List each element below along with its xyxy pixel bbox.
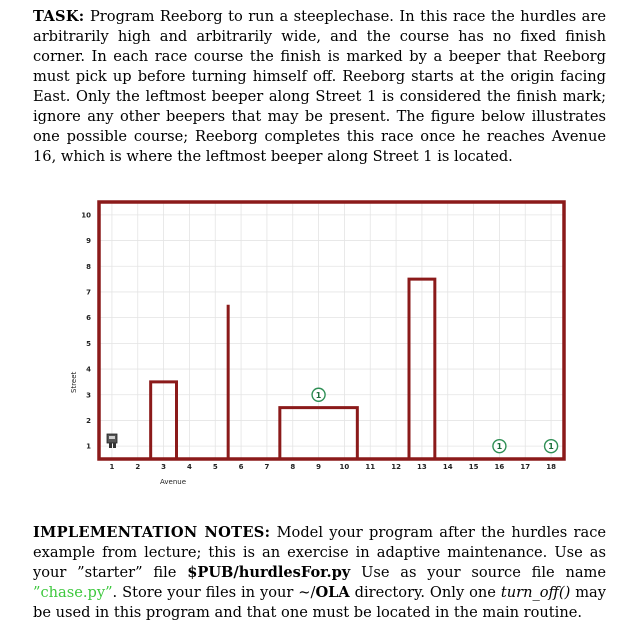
avenue-tick-labels [109, 463, 556, 471]
reeborg-world-figure [60, 197, 570, 497]
impl-text-2: Use as your source file name [361, 564, 607, 581]
impl-text-4: directory. Only one [354, 584, 496, 601]
avenue-axis-label: Avenue [160, 478, 187, 486]
task-lead: TASK: [33, 8, 85, 25]
avenue-tick-label: 6 [238, 463, 244, 471]
avenue-tick-label: 7 [264, 463, 270, 471]
avenue-tick-label: 11 [365, 463, 376, 471]
street-tick-label: 7 [86, 288, 91, 297]
street-tick-label: 5 [86, 339, 91, 348]
street-tick-label: 9 [86, 237, 91, 246]
street-tick-labels [81, 211, 91, 450]
impl-text-5: may be used in this program and that one must be located in the main routine. [33, 584, 606, 621]
world-grid [99, 202, 564, 459]
impl-text-1: Model your program after the hurdles race example from lecture; this is an exercise in adaptive maintenance. Use as your ”starter” file [33, 524, 607, 581]
beeper-count: 1 [548, 442, 554, 452]
avenue-tick-label: 17 [520, 463, 531, 471]
avenue-tick-label: 10 [339, 463, 350, 471]
avenue-tick-label: 2 [135, 463, 141, 471]
beeper-count: 1 [315, 390, 322, 400]
ola-directory: OLA [315, 584, 350, 601]
street-tick-label: 10 [81, 211, 91, 220]
avenue-tick-label: 12 [391, 463, 401, 471]
impl-lead: IMPLEMENTATION NOTES: [33, 524, 271, 541]
avenue-tick-label: 5 [212, 463, 218, 471]
street-tick-label: 6 [86, 314, 91, 323]
starter-file: $PUB/hurdlesFor.py [187, 564, 351, 581]
avenue-tick-label: 8 [290, 463, 296, 471]
street-tick-label: 8 [86, 262, 91, 271]
street-axis-label: Street [70, 371, 78, 393]
avenue-tick-label: 15 [468, 463, 479, 471]
street-tick-label: 4 [86, 365, 91, 374]
beeper-count: 1 [496, 442, 503, 452]
avenue-tick-label: 3 [161, 463, 167, 471]
street-tick-label: 2 [86, 416, 91, 425]
avenue-tick-label: 9 [316, 463, 322, 471]
task-paragraph [33, 7, 606, 167]
street-tick-label: 1 [86, 442, 91, 451]
source-file-name: ”chase.py” [33, 584, 113, 601]
avenue-tick-label: 1 [109, 463, 115, 471]
avenue-tick-label: 16 [494, 463, 505, 471]
avenue-tick-label: 14 [442, 463, 453, 471]
implementation-notes-paragraph [33, 523, 606, 623]
street-tick-label: 3 [86, 391, 91, 400]
avenue-tick-label: 13 [417, 463, 427, 471]
turn-off-function: turn_off() [500, 584, 571, 601]
task-text: Program Reeborg to run a steeplechase. In this race the hurdles are arbitrarily high and arbitrarily wide, and the course has no fixed finish corner. In each race course the finish is marked by a beeper that Reeborg must pick up before turning himself off. Reeborg starts at the origin facing East. Only the leftmost beeper along Street 1 is considered the finish mark; ignore any other beepers that may be present. The figure below illustrates one possible course; Reeborg completes this race once he reaches Avenue 16, which is where the leftmost beeper along Street 1 is located. [33, 8, 606, 165]
impl-text-3: . Store your files in your ~/ [112, 584, 316, 601]
avenue-tick-label: 18 [546, 463, 556, 471]
avenue-tick-label: 4 [186, 463, 192, 471]
